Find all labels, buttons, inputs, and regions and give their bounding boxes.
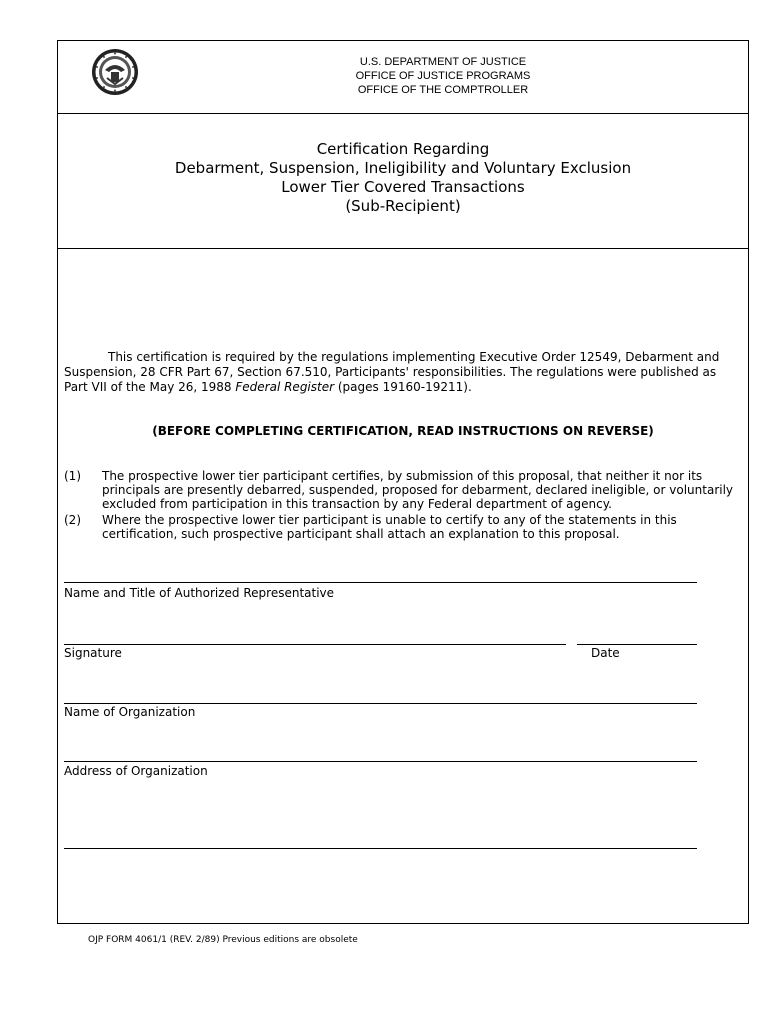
certification-form [57,40,749,924]
form-header [58,41,748,114]
item-number: (1) [64,469,81,483]
name-title-field[interactable] [64,582,697,583]
form-title [58,140,748,216]
date-label: Date [591,646,620,660]
address-field[interactable] [64,761,697,762]
item-text: Where the prospective lower tier participant is unable to certify to any of the statements in this certification, such prospective participant shall attach an explanation to this proposal. [102,513,677,541]
agency-line: OFFICE OF JUSTICE PROGRAMS [355,70,531,82]
item-text: The prospective lower tier participant certifies, by submission of this proposal, that neither it nor its principals are presently debarred, suspended, proposed for debarment, declared ineligible, or voluntarily excluded from participation in this transaction by any Federal department of agency. [102,469,734,511]
title-line: (Sub-Recipient) [345,197,461,215]
agency-line: OFFICE OF THE COMPTROLLER [357,84,529,96]
date-field[interactable] [577,644,697,645]
agency-name [308,55,578,97]
doj-seal-icon [91,48,139,96]
agency-line: U.S. DEPARTMENT OF JUSTICE [359,56,527,68]
form-footer: OJP FORM 4061/1 (REV. 2/89) Previous editions are obsolete [88,935,358,945]
organization-label: Name of Organization [64,705,196,719]
title-line: Certification Regarding [316,140,490,158]
title-line: Debarment, Suspension, Ineligibility and Voluntary Exclusion [174,159,632,177]
signature-field[interactable] [64,644,566,645]
instructions-notice: (BEFORE COMPLETING CERTIFICATION, READ INSTRUCTIONS ON REVERSE) [152,424,654,438]
item-number: (2) [64,513,81,527]
organization-field[interactable] [64,703,697,704]
address-continued-field[interactable] [64,848,697,849]
address-label: Address of Organization [64,764,208,778]
signature-label: Signature [64,646,122,660]
intro-text-end: (pages 19160-19211). [334,380,472,394]
title-line: Lower Tier Covered Transactions [281,178,525,196]
intro-paragraph [64,350,736,395]
intro-italic-text: Federal Register [235,380,335,394]
name-title-label: Name and Title of Authorized Representative [64,586,335,600]
intro-text: This certification is required by the regulations implementing Executive Order 12549, Debarment and Suspension, 28 CFR Part 67, Section 67.510, Participants' responsibilities. The regulations were published as Part VII of the May 26, 1988 [64,350,720,394]
title-band [58,114,748,249]
